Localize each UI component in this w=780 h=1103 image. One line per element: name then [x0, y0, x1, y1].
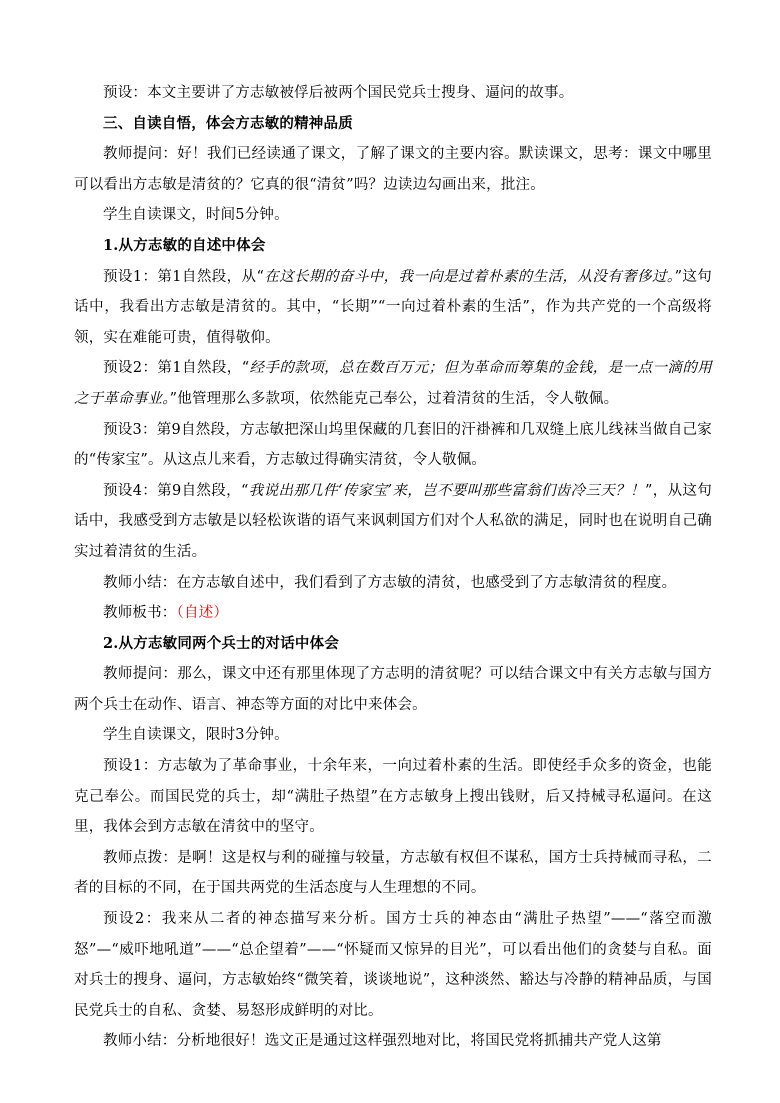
- paragraph-text: 预设1：方志敏为了革命事业，十余年来，一向过着朴素的生活。即使经手众多的资金，也能克己奉公。而国民党的兵士，却“满肚子热望”在方志敏身上搜出钱财，后又持械寻私逼问。在这里，我体会到方志敏在清贫中的坚守。: [74, 758, 712, 836]
- paragraph-text: 三、自读自悟，体会方志敏的精神品质: [103, 114, 353, 132]
- paragraph-text: 学生自读课文，限时3分钟。: [103, 727, 289, 744]
- paragraph-text: 教师小结：在方志敏自述中，我们看到了方志敏的清贫，也感受到了方志敏清贫的程度。: [103, 574, 677, 591]
- paragraph-text: 教师点拨：是啊！这是权与利的碰撞与较量，方志敏有权但不谋私，国方士兵持械而寻私，二者的目标的不同，在于国共两党的生活态度与人生理想的不同。: [74, 849, 712, 897]
- paragraph: [74, 904, 712, 1026]
- paragraph-text: 预设：本文主要讲了方志敏被俘后被两个国民党兵士搜身、逼问的故事。: [103, 85, 574, 101]
- quoted-text: 我说出那几件‘传家宝’来，岂不要叫那些富翁们齿冷三天？！: [248, 482, 645, 499]
- paragraph-text: ”这句话中，我看出方志敏是清贫的。其中，“长期”“一向过着朴素的生活”，作为共产党的一个高级将领，实在难能可贵，值得敬仰。: [74, 268, 712, 346]
- paragraph-text: 预设3：第9自然段，方志敏把深山坞里保藏的几套旧的汗褂裤和几双缝上底儿线袜当做自己家的“传家宝”。从这点儿来看，方志敏过得确实清贫，令人敬佩。: [74, 421, 712, 469]
- section-heading: [74, 629, 712, 660]
- paragraph: [74, 659, 712, 720]
- paragraph-text: 预设1：第1自然段，从“: [103, 268, 265, 285]
- section-heading: [74, 231, 712, 262]
- paragraph: [74, 353, 712, 414]
- paragraph-text: 预设4：第9自然段，“: [103, 482, 249, 499]
- paragraph: [74, 843, 712, 904]
- paragraph: [74, 200, 712, 231]
- paragraph-text: 1.从方志敏的自述中体会: [103, 236, 266, 254]
- paragraph: [74, 720, 712, 751]
- paragraph-text: 预设2：第1自然段，“: [103, 360, 250, 377]
- paragraph-text: 教师小结：分析地很好！选文正是通过这样强烈地对比，将国民党将抓捕共产党人这第: [103, 1033, 662, 1050]
- paragraph: [74, 598, 712, 629]
- paragraph-text: ”他管理那么多款项，依然能克己奉公，过着清贫的生活，令人敬佩。: [169, 390, 619, 407]
- section-heading: [74, 109, 712, 140]
- document-page: [74, 78, 712, 1057]
- paragraph-text: 教师提问：好！我们已经读通了课文，了解了课文的主要内容。默读课文，思考：课文中哪里可以看出方志敏是清贫的？它真的很“清贫”吗？边读边勾画出来，批注。: [74, 146, 712, 193]
- paragraph: [74, 78, 712, 109]
- paragraph-text: 预设2：我来从二者的神态描写来分析。国方士兵的神态由“满肚子热望”——“落空而激怒”—“威吓地吼道”——“总企望着”——“怀疑而又惊异的目光”，可以看出他们的贪婪与自私。面对兵士的搜身、逼问，方志敏始终“微笑着，谈谈地说”，这种淡然、豁达与冷静的精神品质，与国民党兵士的自私、贪婪、易怒形成鲜明的对比。: [74, 911, 712, 1019]
- quoted-text: 经手的款项，总在数百万元；但为革命而筹集的金钱，是一点一滴的用之于革命事业。: [74, 360, 712, 407]
- paragraph-text: 教师提问：那么，课文中还有那里体现了方志明的清贫呢？可以结合课文中有关方志敏与国方两个兵士在动作、语言、神态等方面的对比中来体会。: [74, 666, 712, 713]
- paragraph-text: 教师板书：: [103, 605, 177, 622]
- paragraph-text: 学生自读课文，时间5分钟。: [103, 207, 289, 224]
- paragraph: [74, 415, 712, 476]
- paragraph: [74, 139, 712, 200]
- paragraph: [74, 262, 712, 354]
- paragraph: [74, 568, 712, 599]
- paragraph: [74, 1026, 712, 1057]
- paragraph-text: ”，从这句话中，我感受到方志敏是以轻松诙谐的语气来讽刺国方们对个人私欲的满足，同时也在说明自己确实过着清贫的生活。: [74, 482, 712, 560]
- quoted-text: 在这长期的奋斗中，我一向是过着朴素的生活，从没有奢侈过。: [264, 268, 675, 285]
- paragraph: [74, 751, 712, 843]
- paragraph-text: 2.从方志敏同两个兵士的对话中体会: [103, 634, 340, 652]
- board-note: （自述）: [176, 605, 229, 622]
- paragraph: [74, 476, 712, 568]
